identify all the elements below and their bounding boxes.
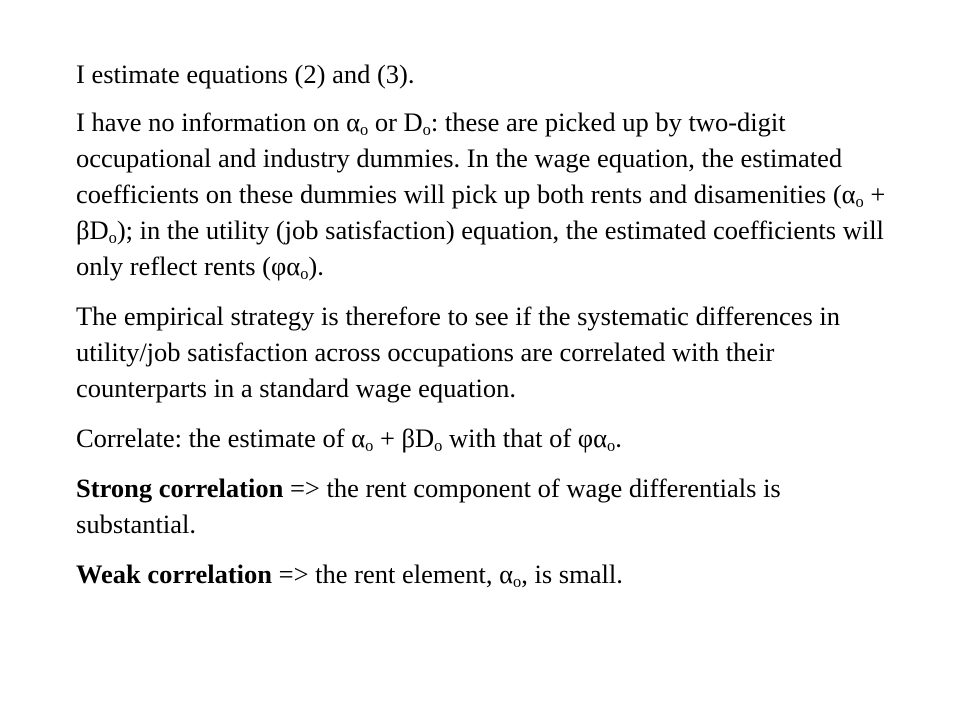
phi-symbol: φ [577,423,594,453]
subscript-o: o [855,192,864,212]
alpha-symbol: α [499,559,514,589]
text: I have no information on [76,107,347,137]
alpha-symbol: α [593,423,607,453]
slide-content [76,56,906,606]
text: + βD [373,423,435,453]
subscript-o: o [359,120,369,140]
alpha-symbol: α [346,107,360,137]
weak-correlation-label: Weak correlation [76,559,273,589]
paragraph-strong-correlation [76,470,906,542]
text: ); in the utility (job satisfaction) equation, the estimated coefficients will only reflect rents ( [76,215,884,281]
text: Correlate: the estimate of [76,423,352,453]
text: ). [308,251,324,281]
subscript-o: o [422,120,431,140]
alpha-symbol: α [286,251,301,281]
subscript-o: o [365,436,374,456]
text: I estimate equations (2) and (3). [76,59,415,89]
paragraph-correlate [76,420,906,456]
text: with that of [442,423,578,453]
text: => the rent component of wage differentials is substantial. [76,473,781,539]
text: . [615,423,622,453]
subscript-o: o [606,436,616,456]
strong-correlation-label: Strong correlation [76,473,284,503]
text: : these are picked up by two-digit occupational and industry dummies. In the wage equation, the estimated coefficients on these dummies will pick up both rents and disamenities ( [76,107,843,209]
text: , is small. [521,559,623,589]
alpha-symbol: α [841,179,856,209]
paragraph-weak-correlation [76,556,906,592]
alpha-symbol: α [351,423,366,453]
text: + βD [76,179,886,245]
subscript-o: o [513,572,522,592]
text: => the rent element, [272,559,500,589]
subscript-o: o [434,436,443,456]
text: or D [368,107,423,137]
paragraph-empirical-strategy [76,298,906,406]
text: The empirical strategy is therefore to see if the systematic differences in utility/job satisfaction across occupations are correlated with their counterparts in a standard wage equation. [76,301,841,403]
phi-symbol: φ [271,251,287,281]
paragraph-no-information [76,104,906,284]
subscript-o: o [300,264,309,284]
subscript-o: o [108,228,117,248]
paragraph-estimate-equations [76,56,906,92]
